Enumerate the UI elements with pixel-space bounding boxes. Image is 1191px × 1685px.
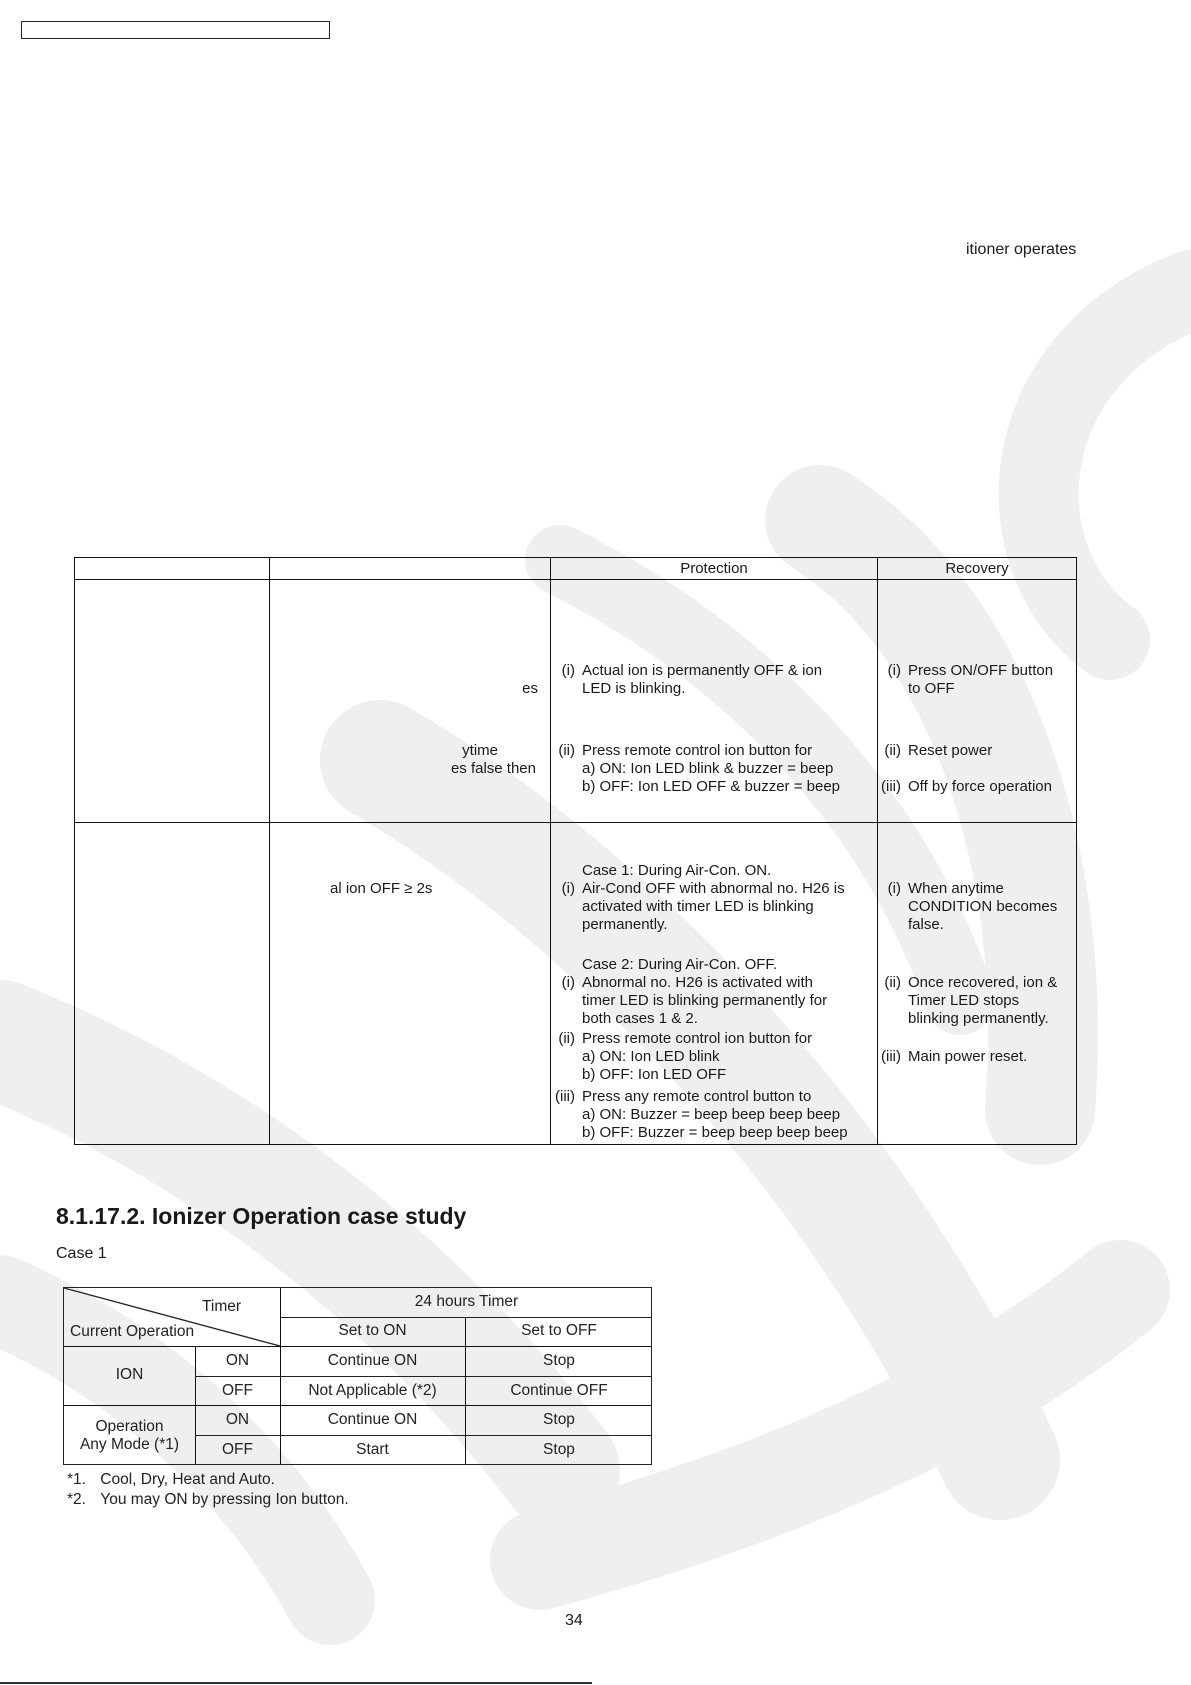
- item-line: b) OFF: Ion LED OFF & buzzer = beep: [582, 778, 841, 795]
- item-line: Press ON/OFF button: [908, 662, 1054, 679]
- item-line: false.: [908, 916, 944, 933]
- row-divider: [64, 1346, 651, 1347]
- item-line: Press remote control ion button for: [582, 1030, 813, 1047]
- item-number: (ii): [884, 974, 901, 991]
- item-line: blinking permanently.: [908, 1010, 1049, 1027]
- protection-item: [558, 742, 841, 796]
- set-off-cell: Stop: [543, 1411, 575, 1428]
- footnote-mark: *2.: [67, 1491, 86, 1508]
- recovery-item: [884, 974, 1058, 1028]
- protection-header: Protection: [680, 560, 748, 577]
- protection-item: [561, 662, 823, 698]
- item-line: Press any remote control button to: [582, 1088, 812, 1105]
- page-number: 34: [565, 1612, 583, 1629]
- row-divider: [75, 822, 1076, 823]
- footnote: [67, 1471, 275, 1489]
- section-title: 8.1.17.2. Ionizer Operation case study: [56, 1203, 467, 1229]
- item-line: permanently.: [582, 916, 668, 933]
- item-number: (ii): [558, 1030, 575, 1047]
- item-line: Actual ion is permanently OFF & ion: [582, 662, 823, 679]
- item-line: When anytime: [908, 880, 1004, 897]
- state-cell: ON: [225, 1411, 250, 1428]
- recovery-item: [887, 880, 1058, 934]
- recovery-item: [881, 1048, 1028, 1066]
- column-divider: [550, 558, 551, 1144]
- item-line: Abnormal no. H26 is activated with: [582, 974, 813, 991]
- condition-fragment: ytime: [462, 742, 498, 759]
- set-off-cell: Continue OFF: [510, 1382, 608, 1399]
- recovery-header: Recovery: [945, 560, 1009, 577]
- case-label: Case 1: [56, 1245, 107, 1262]
- item-line: activated with timer LED is blinking: [582, 898, 814, 915]
- protection-item: [561, 880, 845, 934]
- case1-title: Case 1: During Air-Con. ON.: [582, 862, 772, 879]
- row-divider: [195, 1435, 651, 1436]
- set-off-header: Set to OFF: [521, 1322, 597, 1339]
- set-on-header: Set to ON: [338, 1322, 407, 1339]
- set-off-cell: Stop: [543, 1352, 575, 1369]
- item-line: Once recovered, ion &: [908, 974, 1058, 991]
- column-divider: [269, 558, 270, 1144]
- item-number: (iii): [555, 1088, 575, 1105]
- item-line: Press remote control ion button for: [582, 742, 813, 759]
- item-line: a) ON: Ion LED blink: [582, 1048, 720, 1065]
- recovery-item: [881, 778, 1052, 796]
- item-line: Timer LED stops: [908, 992, 1020, 1009]
- item-line: to OFF: [908, 680, 955, 697]
- item-line: Air-Cond OFF with abnormal no. H26 is: [582, 880, 845, 897]
- footnote-text: Cool, Dry, Heat and Auto.: [100, 1471, 275, 1488]
- column-divider: [877, 558, 878, 1144]
- item-line: Off by force operation: [908, 778, 1052, 795]
- set-off-cell: Stop: [543, 1441, 575, 1458]
- group-label-line: Any Mode (*1): [79, 1436, 180, 1453]
- item-line: b) OFF: Ion LED OFF: [582, 1066, 727, 1083]
- recovery-item: [884, 742, 993, 760]
- case2-title: Case 2: During Air-Con. OFF.: [582, 956, 778, 973]
- item-line: Main power reset.: [908, 1048, 1028, 1065]
- state-cell: ON: [225, 1352, 250, 1369]
- footnote: [67, 1491, 349, 1509]
- set-on-cell: Continue ON: [327, 1352, 418, 1369]
- item-number: (i): [561, 880, 575, 897]
- item-number: (ii): [558, 742, 575, 759]
- item-number: (i): [561, 974, 575, 991]
- condition-fragment: es false then: [450, 760, 536, 777]
- intro-text-fragment: itioner operates: [966, 241, 1077, 258]
- header-divider: [75, 579, 1076, 580]
- item-number: (ii): [884, 742, 901, 759]
- timer-header: 24 hours Timer: [414, 1293, 519, 1310]
- set-on-cell: Not Applicable (*2): [308, 1382, 437, 1399]
- state-cell: OFF: [222, 1441, 253, 1458]
- condition-fragment: es: [522, 680, 538, 697]
- recovery-item: [887, 662, 1054, 698]
- item-line: Reset power: [908, 742, 993, 759]
- set-on-cell: Start: [356, 1441, 389, 1458]
- state-cell: OFF: [222, 1382, 253, 1399]
- group-label-operation: [64, 1418, 195, 1454]
- item-line: timer LED is blinking permanently for: [582, 992, 828, 1009]
- item-line: a) ON: Ion LED blink & buzzer = beep: [582, 760, 834, 777]
- set-on-cell: Continue ON: [327, 1411, 418, 1428]
- item-number: (i): [887, 880, 901, 897]
- group-label-ion: ION: [115, 1366, 144, 1383]
- corner-label-current-operation: Current Operation: [70, 1323, 195, 1340]
- corner-label-timer: Timer: [202, 1298, 242, 1315]
- group-label-line: Operation: [95, 1418, 164, 1435]
- item-number: (iii): [881, 778, 901, 795]
- item-number: (i): [561, 662, 575, 679]
- header-divider: [280, 1317, 651, 1318]
- row-divider: [195, 1376, 651, 1377]
- item-number: (iii): [881, 1048, 901, 1065]
- bottom-rule: [0, 1682, 592, 1684]
- protection-table: [74, 557, 1077, 1145]
- protection-item: [555, 1088, 848, 1142]
- protection-item: [561, 974, 828, 1028]
- header-box: [21, 21, 330, 39]
- row-divider: [64, 1405, 651, 1406]
- item-number: (i): [887, 662, 901, 679]
- case-study-table: [63, 1287, 652, 1465]
- item-line: b) OFF: Buzzer = beep beep beep beep: [582, 1124, 848, 1141]
- condition-fragment: al ion OFF ≥ 2s: [330, 880, 433, 897]
- item-line: both cases 1 & 2.: [582, 1010, 698, 1027]
- protection-item: [558, 1030, 813, 1084]
- footnote-mark: *1.: [67, 1471, 86, 1488]
- footnote-text: You may ON by pressing Ion button.: [100, 1491, 349, 1508]
- item-line: LED is blinking.: [582, 680, 686, 697]
- item-line: CONDITION becomes: [908, 898, 1058, 915]
- item-line: a) ON: Buzzer = beep beep beep beep: [582, 1106, 841, 1123]
